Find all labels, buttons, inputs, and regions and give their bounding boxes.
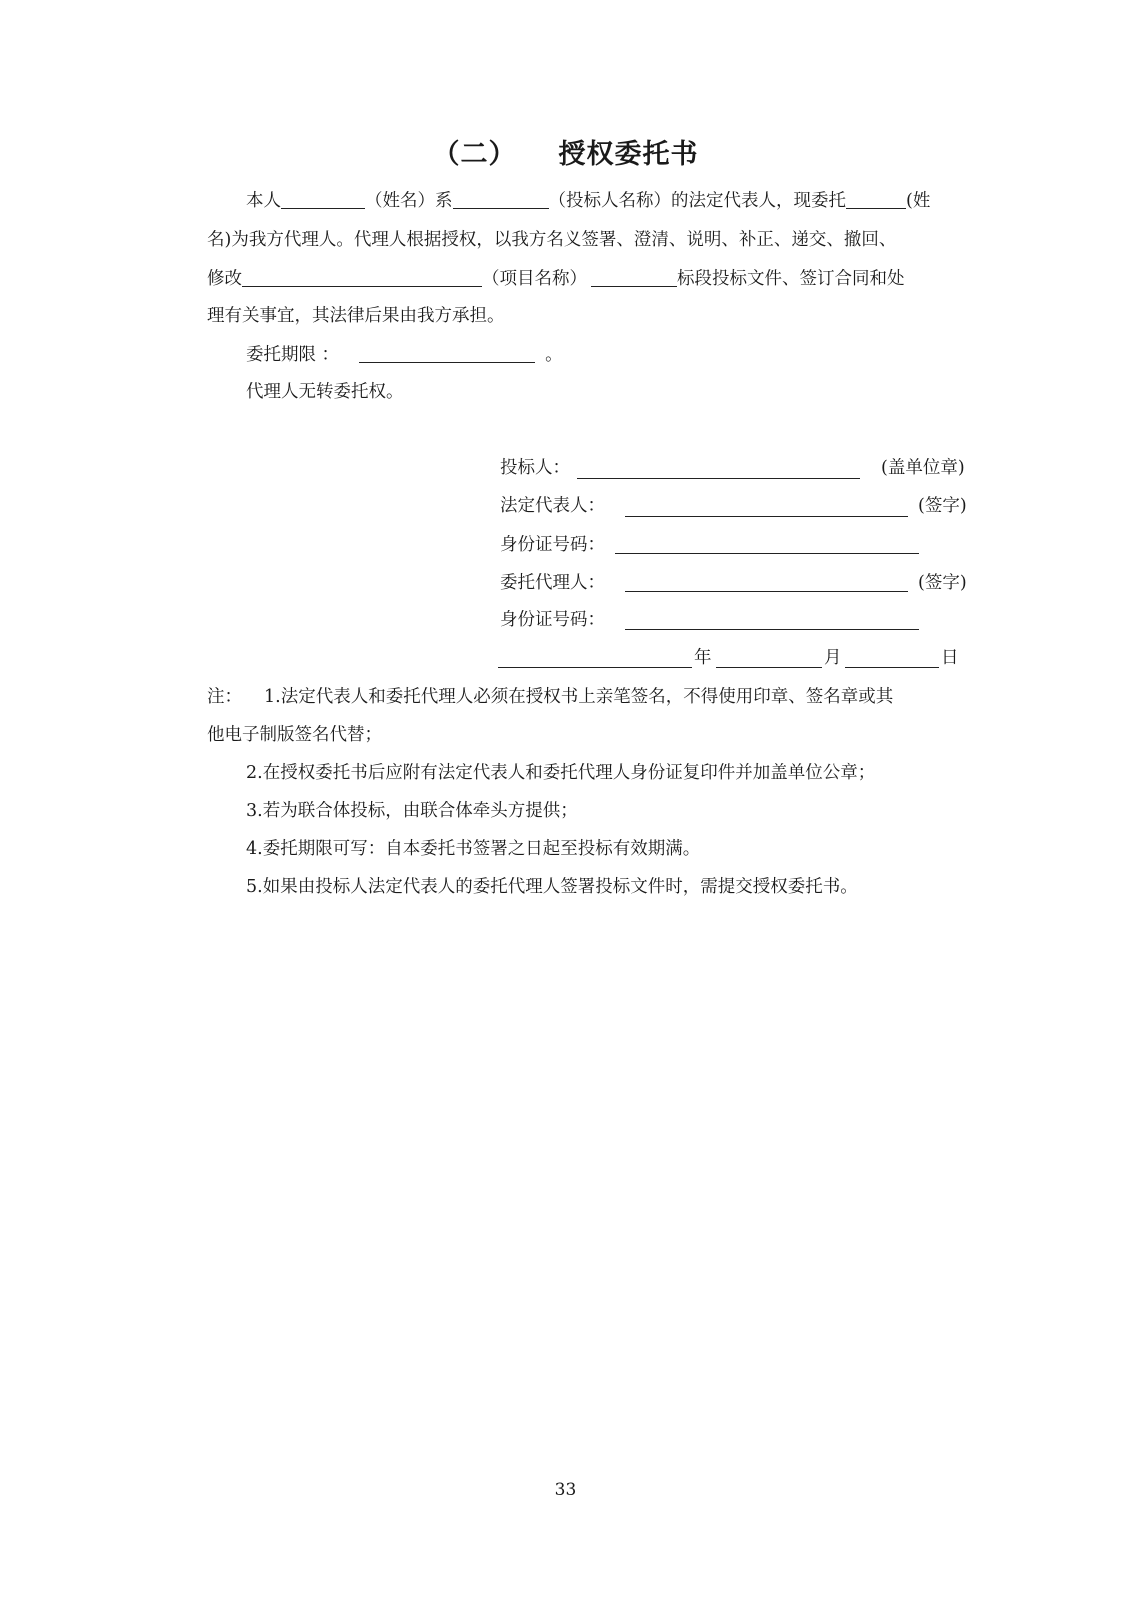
id-number-label-2: 身份证号码： xyxy=(500,610,605,630)
para-line-2: 名)为我方代理人。代理人根据授权，以我方名义签署、澄清、说明、补正、递交、撤回、 xyxy=(207,230,897,250)
para-line-1: 本人 （姓名）系 （投标人名称）的法定代表人，现委托 (姓 xyxy=(246,188,930,213)
legal-rep-note: (签字) xyxy=(918,496,967,516)
agent-signature-line[interactable] xyxy=(625,591,908,592)
note-1b: 他电子制版签名代替； xyxy=(207,725,382,745)
agent-label: 委托代理人： xyxy=(500,573,605,593)
project-name-blank[interactable] xyxy=(242,266,482,287)
para-line-4: 理有关事宜，其法律后果由我方承担。 xyxy=(207,306,505,326)
para-line-3: 修改 （项目名称） 标段投标文件、签订合同和处 xyxy=(207,266,905,291)
id-number-line-2[interactable] xyxy=(625,629,919,630)
lot-blank[interactable] xyxy=(591,266,677,287)
bidder-label: 投标人： xyxy=(500,458,570,478)
note-5: 5.如果由投标人法定代表人的委托代理人签署投标文件时，需提交授权委托书。 xyxy=(246,877,858,897)
no-subdelegate: 代理人无转委托权。 xyxy=(246,382,404,402)
document-title xyxy=(0,132,1131,171)
year-line[interactable] xyxy=(498,667,692,668)
term-blank[interactable] xyxy=(359,342,535,363)
month-line[interactable] xyxy=(716,667,822,668)
day-line[interactable] xyxy=(845,667,939,668)
month-label: 月 xyxy=(824,648,842,668)
note-3: 3.若为联合体投标，由联合体牵头方提供； xyxy=(246,801,578,821)
id-number-label-1: 身份证号码： xyxy=(500,535,605,555)
agent-name-blank[interactable] xyxy=(846,188,906,209)
bidder-signature-line[interactable] xyxy=(577,478,860,479)
note-4: 4.委托期限可写：自本委托书签署之日起至投标有效期满。 xyxy=(246,839,701,859)
section-number: （二） xyxy=(432,139,517,170)
bidder-name-blank[interactable] xyxy=(453,188,549,209)
term-line: 委托期限 ： 。 xyxy=(246,342,563,367)
day-label: 日 xyxy=(941,648,959,668)
name-blank[interactable] xyxy=(281,188,365,209)
notes-label: 注： xyxy=(207,687,242,707)
legal-rep-signature-line[interactable] xyxy=(625,516,908,517)
year-label: 年 xyxy=(694,648,712,668)
id-number-line-1[interactable] xyxy=(615,553,919,554)
legal-rep-label: 法定代表人： xyxy=(500,496,605,516)
bidder-note: (盖单位章) xyxy=(881,458,965,478)
agent-note: (签字) xyxy=(918,573,967,593)
title-text: 授权委托书 xyxy=(558,139,699,170)
note-2: 2.在授权委托书后应附有法定代表人和委托代理人身份证复印件并加盖单位公章； xyxy=(246,763,876,783)
page-number: 33 xyxy=(554,1480,577,1500)
note-1a: 1.法定代表人和委托代理人必须在授权书上亲笔签名，不得使用印章、签名章或其 xyxy=(264,687,894,707)
